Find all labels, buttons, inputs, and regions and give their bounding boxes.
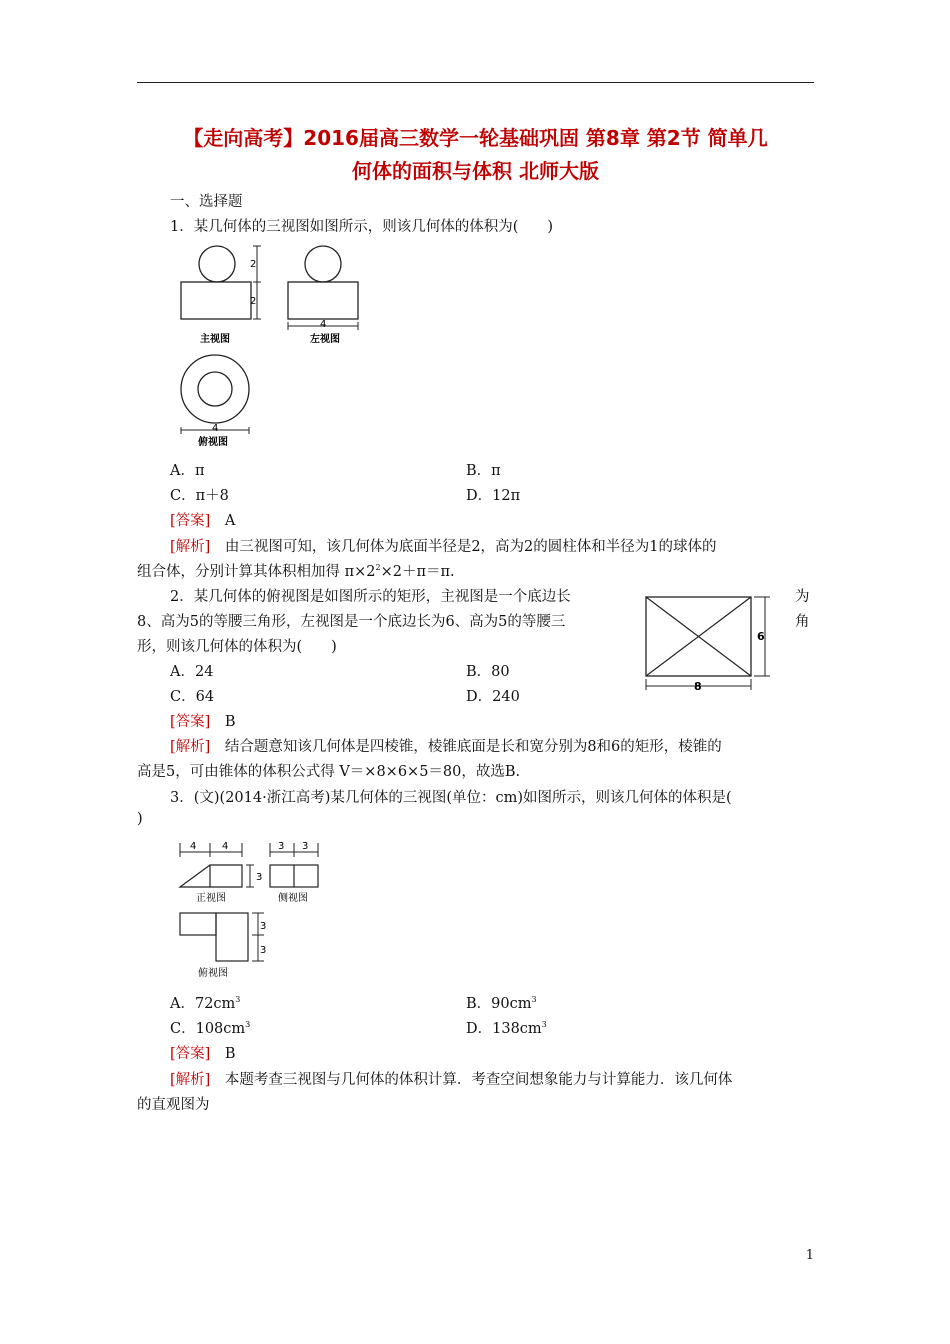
q1-dim-h2: 2 [250, 296, 257, 307]
q1-front-label: 主视图 [200, 334, 230, 345]
q3-analysis-line-2: 的直观图为 [137, 1097, 210, 1113]
q1-analysis-line-2 [137, 560, 455, 581]
q2-option-d: D．240 [466, 689, 520, 705]
q3-dim-c: 3 [256, 872, 263, 883]
q3-front-label: 正视图 [196, 893, 226, 904]
q1-dim-wt: 4 [212, 423, 219, 434]
q3-option-c [170, 1017, 250, 1038]
q3-dim-g: 3 [260, 945, 267, 956]
q2-stem-line-2: 8、高为5的等腰三角形，左视图是一个底边长为6、高为5的等腰三 [137, 614, 566, 630]
q2-option-b: B．80 [466, 664, 510, 680]
q2-stem-line-1-end: 为 [795, 589, 810, 605]
q1-answer-value: A [224, 513, 236, 529]
q1-answer [170, 509, 235, 530]
q1-front-sphere [199, 246, 235, 282]
q2-dim-h: 6 [757, 630, 765, 643]
q1-side-label: 左视图 [310, 334, 340, 345]
q2-stem-line-3: 形，则该几何体的体积为( ) [137, 639, 337, 655]
page-number: 1 [805, 1248, 814, 1263]
q2-analysis-line-2: 高是5，可由锥体的体积公式得 V＝×8×6×5＝80，故选B. [137, 764, 521, 780]
q3-option-b-sup: 3 [531, 995, 537, 1004]
q3-stem-line-1: 3．(文)(2014·浙江高考)某几何体的三视图(单位：cm)如图所示，则该几何体的体积是( [170, 790, 732, 806]
q1-stem: 1．某几何体的三视图如图所示，则该几何体的体积为( ) [170, 219, 554, 235]
q3-option-d-text: D．138cm [466, 1021, 542, 1037]
q1-side-cylinder [288, 282, 358, 319]
q1-option-d: D．12π [466, 488, 521, 504]
q3-answer-tag: [答案] [170, 1046, 211, 1062]
q3-option-a-text: A．72cm [170, 996, 236, 1012]
doc-title-line-2: 何体的面积与体积 北师大版 [352, 159, 599, 183]
q1-analysis-sup: 2 [375, 563, 381, 572]
q1-analysis-text-2b: ×2＋π＝π. [380, 564, 455, 580]
q2-answer-tag: [答案] [170, 714, 211, 730]
q3-dim-f: 3 [260, 921, 267, 932]
header-rule [137, 82, 814, 83]
q3-option-c-text: C．108cm [170, 1021, 246, 1037]
q3-top-label: 俯视图 [198, 968, 228, 979]
doc-title-line-1: 【走向高考】2016届高三数学一轮基础巩固 第8章 第2节 简单几 [183, 126, 768, 150]
q3-option-a [170, 992, 240, 1013]
q1-option-b: B．π [466, 463, 501, 479]
q3-side-label: 侧视图 [278, 893, 308, 904]
q1-analysis-text-2a: 组合体，分别计算其体积相加得 π×2 [137, 564, 376, 580]
q2-answer [170, 710, 235, 731]
q1-top-inner-circle [198, 372, 232, 406]
q3-analysis-tag: [解析] [170, 1072, 211, 1088]
q2-analysis-text-1: 结合题意知该几何体是四棱锥，棱锥底面是长和宽分别为8和6的矩形，棱锥的 [224, 739, 722, 755]
q1-analysis-line-1 [170, 535, 717, 556]
q1-side-sphere [305, 246, 341, 282]
q2-option-a: A．24 [170, 664, 214, 680]
q2-top-view-figure [640, 592, 780, 696]
q1-front-cylinder [181, 282, 251, 319]
q3-answer [170, 1042, 235, 1063]
q3-option-c-sup: 3 [245, 1020, 251, 1029]
q3-dim-b: 4 [222, 841, 229, 852]
q3-analysis-text-1: 本题考查三视图与几何体的体积计算．考查空间想象能力与计算能力．该几何体 [224, 1072, 733, 1088]
q3-analysis-line-1 [170, 1068, 732, 1089]
q2-answer-value: B [224, 714, 236, 730]
q2-stem-line-2-end: 角 [795, 614, 810, 630]
section-heading: 一、选择题 [170, 194, 243, 210]
q1-dim-w: 4 [320, 319, 327, 330]
q3-dim-e: 3 [302, 841, 309, 852]
q1-top-label: 俯视图 [198, 437, 228, 448]
q1-dim-h1: 2 [250, 259, 257, 270]
q2-dim-w: 8 [694, 680, 702, 693]
q2-stem-line-1: 2．某几何体的俯视图是如图所示的矩形，主视图是一个底边长 [170, 589, 571, 605]
q3-option-d-sup: 3 [541, 1020, 547, 1029]
q3-answer-value: B [224, 1046, 236, 1062]
q2-analysis-line-1 [170, 735, 722, 756]
q1-top-outer-circle [181, 355, 249, 423]
q3-dim-d: 3 [278, 841, 285, 852]
q1-analysis-text-1: 由三视图可知，该几何体为底面半径是2，高为2的圆柱体和半径为1的球体的 [224, 539, 717, 555]
q1-three-view-figure [170, 238, 380, 454]
q1-option-c: C．π＋8 [170, 488, 229, 504]
q2-option-c: C．64 [170, 689, 215, 705]
q3-stem-line-2: ) [137, 811, 143, 827]
q3-front-shape [180, 865, 242, 887]
q3-option-b [466, 992, 537, 1013]
q3-dim-a: 4 [190, 841, 197, 852]
q3-option-d [466, 1017, 547, 1038]
q3-three-view-figure [172, 835, 332, 983]
q1-analysis-tag: [解析] [170, 539, 211, 555]
q3-option-a-sup: 3 [235, 995, 241, 1004]
q3-option-b-text: B．90cm [466, 996, 532, 1012]
q3-top-left-rect [180, 913, 216, 935]
q1-answer-tag: [答案] [170, 513, 211, 529]
q3-top-right-rect [216, 913, 248, 961]
q2-analysis-tag: [解析] [170, 739, 211, 755]
q1-option-a: A．π [170, 463, 205, 479]
